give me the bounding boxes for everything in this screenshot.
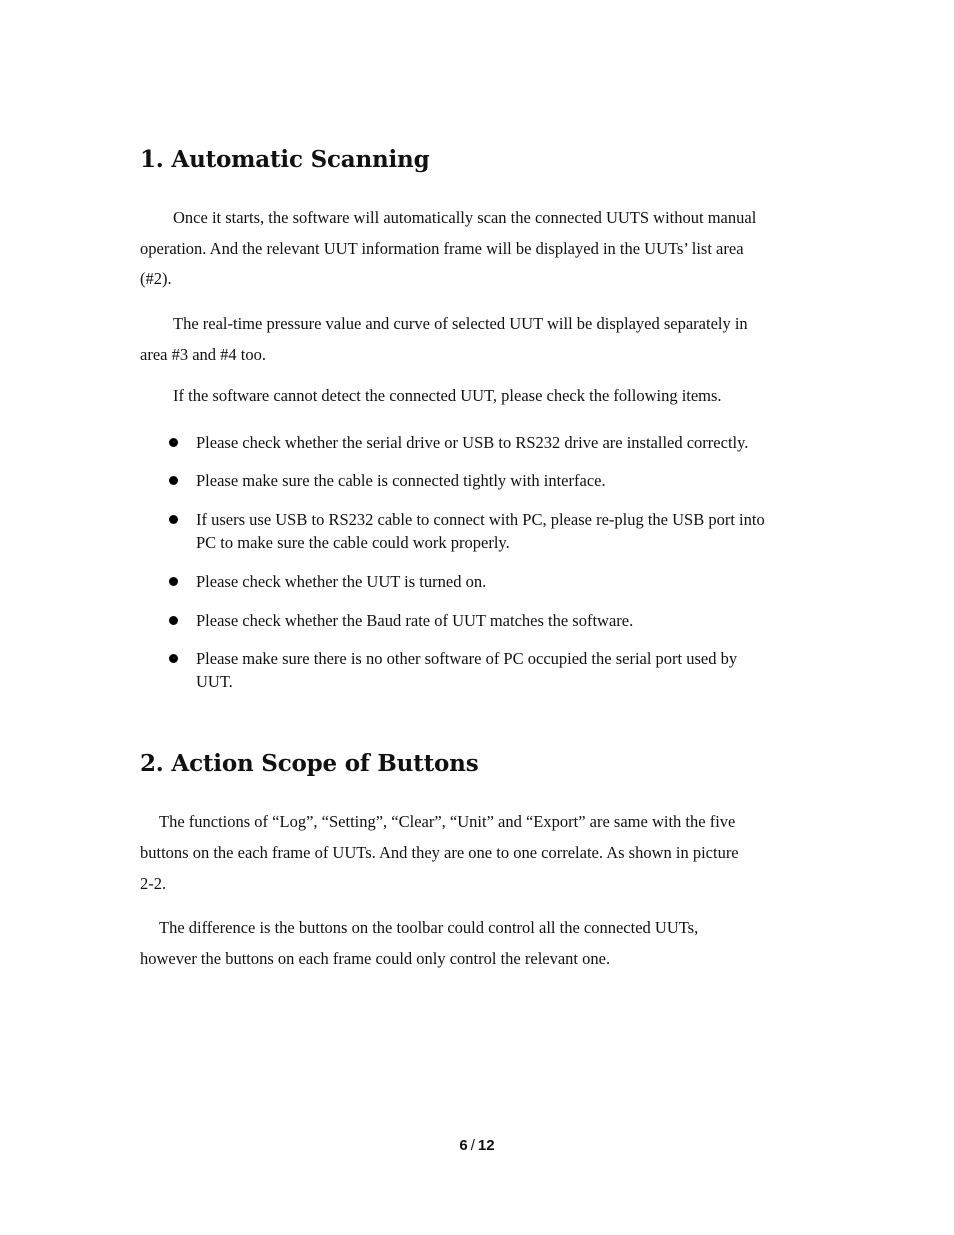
text-line: PC to make sure the cable could work properly.	[196, 533, 510, 552]
text-line: buttons on the each frame of UUTs. And they are one to one correlate. As shown in picture	[140, 843, 739, 862]
text-line: area #3 and #4 too.	[140, 344, 266, 364]
text-line: Please check whether the Baud rate of UUT matches the software.	[196, 611, 634, 630]
page-number	[0, 1137, 954, 1154]
section-1-paragraph-3	[140, 385, 820, 407]
text-line: Please check whether the serial drive or USB to RS232 drive are installed correctly.	[196, 433, 749, 452]
section-1-paragraph-2	[140, 309, 820, 370]
page-current: 6	[459, 1137, 468, 1154]
page-separator: /	[470, 1137, 475, 1154]
section-1-heading: 1. Automatic Scanning	[140, 146, 430, 173]
text-line: The functions of “Log”, “Setting”, “Clear”, “Unit” and “Export” are same with the five	[159, 812, 736, 831]
bullet-dot-icon	[169, 616, 178, 625]
section-2-heading: 2. Action Scope of Buttons	[140, 750, 479, 777]
text-line: UUT.	[196, 672, 233, 691]
list-item-text	[196, 469, 836, 492]
text-line: If the software cannot detect the connected UUT, please check the following items.	[173, 386, 722, 405]
text-line: Once it starts, the software will automatically scan the connected UUTS without manual	[173, 208, 757, 227]
bullet-dot-icon	[169, 476, 178, 485]
bullet-dot-icon	[169, 654, 178, 663]
section-1-paragraph-1	[140, 203, 820, 295]
section-2-paragraph-1	[140, 806, 820, 899]
text-line: Please make sure the cable is connected tightly with interface.	[196, 471, 606, 490]
list-item-text	[196, 508, 836, 554]
text-line: Please check whether the UUT is turned on.	[196, 572, 487, 591]
list-item-text	[196, 431, 836, 454]
bullet-dot-icon	[169, 438, 178, 447]
text-line: operation. And the relevant UUT information frame will be displayed in the UUTs’ list area	[140, 238, 744, 258]
text-line: however the buttons on each frame could only control the relevant one.	[140, 949, 611, 968]
text-line: 2-2.	[140, 874, 167, 893]
list-item-text	[196, 609, 836, 632]
page-total: 12	[477, 1137, 495, 1154]
bullet-dot-icon	[169, 515, 178, 524]
text-line: (#2).	[140, 269, 172, 288]
list-item-text	[196, 570, 836, 593]
text-line: The real-time pressure value and curve of selected UUT will be displayed separately in	[173, 314, 748, 333]
text-line: If users use USB to RS232 cable to connect with PC, please re-plug the USB port into	[196, 510, 765, 529]
text-line: The difference is the buttons on the toolbar could control all the connected UUTs,	[159, 918, 699, 937]
section-2-paragraph-2	[140, 912, 820, 974]
text-line: Please make sure there is no other software of PC occupied the serial port used by	[196, 649, 738, 668]
bullet-dot-icon	[169, 577, 178, 586]
list-item-text	[196, 647, 836, 693]
